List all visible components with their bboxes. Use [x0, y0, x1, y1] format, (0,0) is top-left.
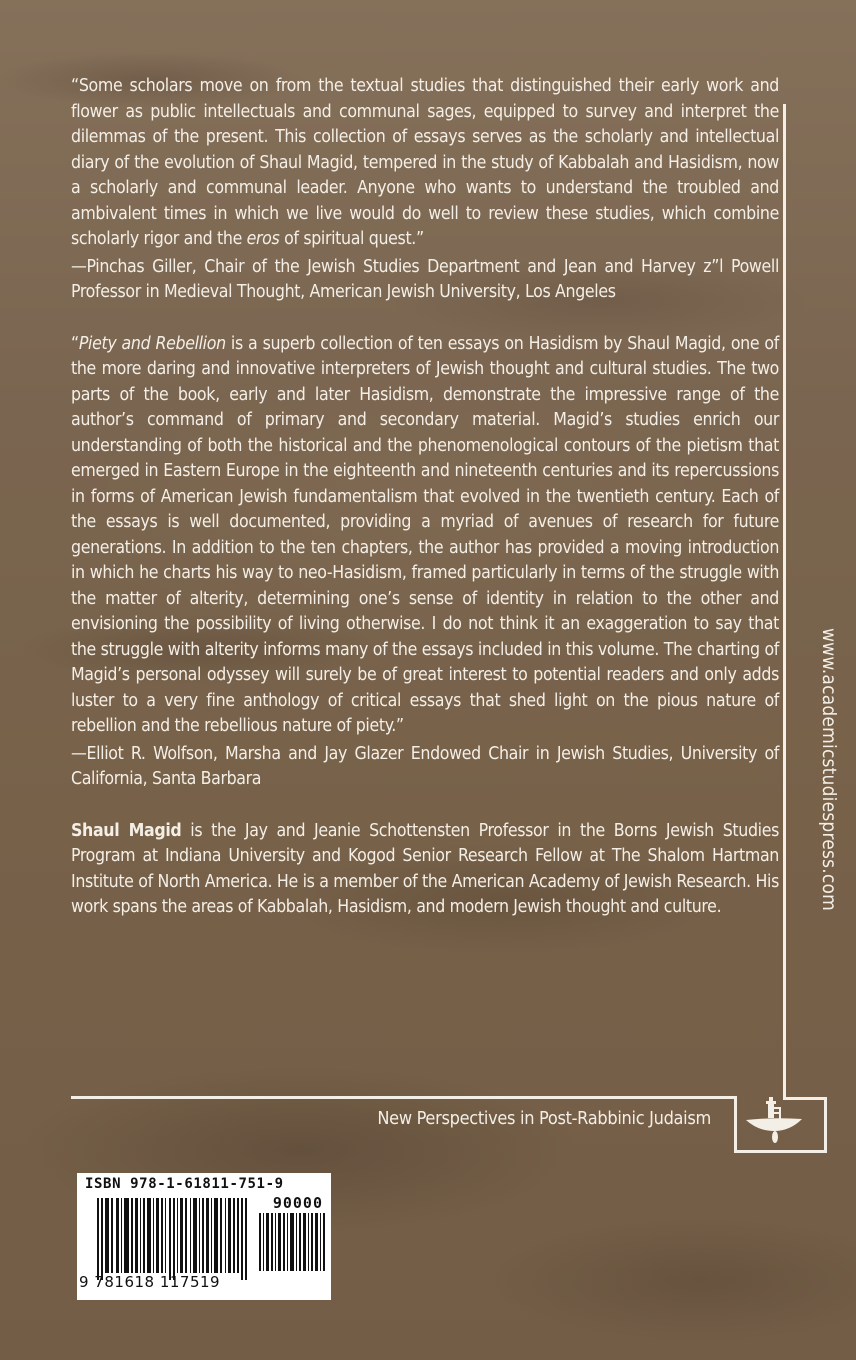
- boat-rower-icon: [744, 1095, 804, 1145]
- barcode-addon-number: 90000: [272, 1194, 323, 1212]
- publisher-url: www.academicstudiespress.com: [818, 628, 840, 911]
- quote-text: is a superb collection of ten essays on Hasidism by Shaul Magid, one of the more daring and innovative interpreters of Jewish thought and cultural studies. The two parts of the book, early and later Hasidism, demonstrate the impressive range of the author’s command of primary and secondary material. Magid’s studies enrich our understanding of both the historical and the phenomenological contours of the pietism that emerged in Eastern Europe in the eighteenth and nineteenth centuries and its repercussions in forms of American Jewish fundamentalism that evolved in the twentieth century. Each of the essays is well documented, providing a myriad of avenues of research for future generations. In addition to the ten chapters, the author has provided a moving introduction in which he charts his way to neo-Hasidism, framed particularly in terms of the struggle with the matter of alterity, determining one’s sense of identity in relation to the other and envisioning the possibility of living otherwise. I do not think it an exaggeration to say that the struggle with alterity informs many of the essays included in this volume. The charting of Magid’s personal odyssey will surely be of great interest to potential readers and only adds luster to a very fine anthology of critical essays that shed light on the pious nature of rebellion and the rebellious nature of piety.”: [71, 333, 779, 736]
- frame-bottom-rule: [737, 1150, 827, 1153]
- ean-digits: 9 781618 117519: [79, 1273, 221, 1291]
- isbn-text: ISBN 978-1-61811-751-9: [85, 1176, 284, 1192]
- blurb-wolfson-attribution: —Elliot R. Wolfson, Marsha and Jay Glazer Endowed Chair in Jewish Studies, University of California, Santa Barbara: [71, 743, 779, 789]
- series-title: New Perspectives in Post-Rabbinic Judaism: [377, 1108, 711, 1129]
- series-horizontal-rule: [71, 1096, 735, 1099]
- blurb-wolfson-quote: [71, 332, 779, 740]
- quote-italic: eros: [246, 229, 280, 249]
- back-cover-text: [71, 74, 779, 921]
- frame-corner-rule: [824, 1097, 827, 1153]
- barcode-addon-bars: [259, 1213, 325, 1271]
- series-vertical-rule: [734, 1096, 737, 1153]
- blurb-giller-attribution: —Pinchas Giller, Chair of the Jewish Studies Department and Jean and Harvey z”l Powell Professor in Medieval Thought, American Jewish University, Los Angeles: [71, 256, 779, 302]
- author-bio: [71, 819, 779, 921]
- frame-vertical-rule: [783, 104, 786, 1100]
- barcode-bars: [97, 1198, 247, 1280]
- quote-text: “Some scholars move on from the textual studies that distinguished their early work and flower as public intellectuals and communal sages, equipped to survey and interpret the dilemmas of the present. This collection of essays serves as the scholarly and intellectual diary of the evolution of Shaul Magid, tempered in the study of Kabbalah and Hasidism, now a scholarly and communal leader. Anyone who wants to understand the troubled and ambivalent times in which we live would do well to review these studies, which combine scholarly rigor and the: [71, 76, 779, 249]
- author-bio-text: is the Jay and Jeanie Schottensten Professor in the Borns Jewish Studies Program at Indiana University and Kogod Senior Research Fellow at The Shalom Hartman Institute of North America. He is a member of the American Academy of Jewish Research. His work spans the areas of Kabbalah, Hasidism, and modern Jewish thought and culture.: [71, 820, 779, 917]
- quote-open: “: [71, 333, 79, 354]
- author-name: Shaul Magid: [71, 820, 182, 841]
- blurb-giller-quote: [71, 74, 779, 253]
- quote-end: of spiritual quest.”: [279, 229, 424, 249]
- book-title-italic: Piety and Rebellion: [78, 333, 226, 354]
- isbn-barcode: [77, 1173, 331, 1300]
